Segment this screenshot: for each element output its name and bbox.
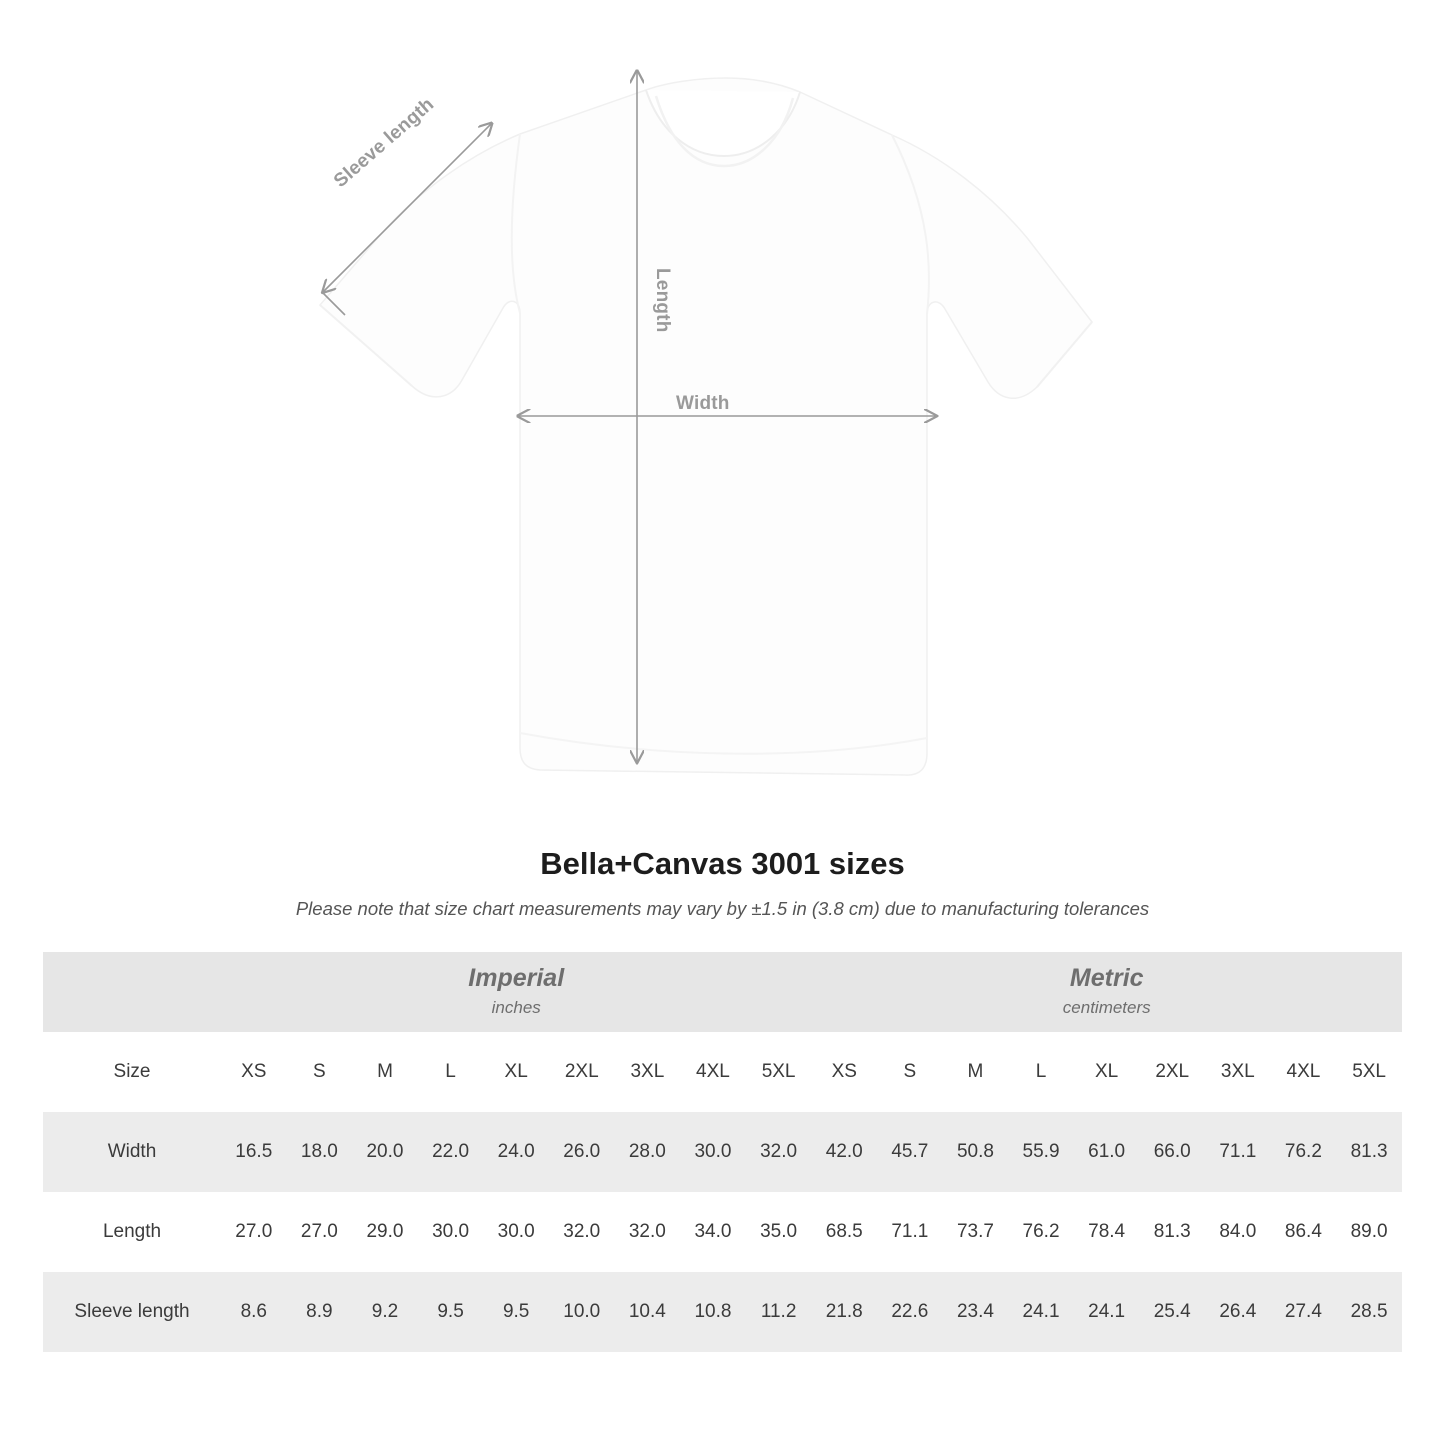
measurement-cell: 22.0 (418, 1112, 484, 1192)
measurement-cell: 21.8 (811, 1272, 877, 1352)
measurement-cell: 26.4 (1205, 1272, 1271, 1352)
page-title: Bella+Canvas 3001 sizes (540, 846, 905, 881)
size-table-wrapper (43, 952, 1402, 1352)
measurement-cell: 8.9 (287, 1272, 353, 1352)
row-label: Length (43, 1192, 221, 1272)
measurement-cell: 16.5 (221, 1112, 287, 1192)
length-label: Length (652, 268, 673, 333)
measurement-cell: 9.5 (483, 1272, 549, 1352)
measurement-cell: 76.2 (1271, 1112, 1337, 1192)
measurement-cell: 35.0 (746, 1192, 812, 1272)
measurement-cell: 55.9 (1008, 1112, 1074, 1192)
measurement-cell: 9.2 (352, 1272, 418, 1352)
table-row (43, 1112, 1402, 1192)
measurement-cell: 28.5 (1336, 1272, 1402, 1352)
tshirt-shape (320, 78, 1092, 775)
measurement-cell: 71.1 (877, 1192, 943, 1272)
size-column-header: 3XL (1205, 1032, 1271, 1112)
measurement-cell: 81.3 (1336, 1112, 1402, 1192)
tolerance-note: Please note that size chart measurements may vary by ±1.5 in (3.8 cm) due to manufacturing tolerances (295, 898, 1150, 919)
size-column-header: L (418, 1032, 484, 1112)
table-row (43, 1192, 1402, 1272)
measurement-cell: 27.0 (287, 1192, 353, 1272)
measurement-cell: 10.0 (549, 1272, 615, 1352)
row-label: Width (43, 1112, 221, 1192)
size-column-header: M (352, 1032, 418, 1112)
measurement-cell: 30.0 (483, 1192, 549, 1272)
size-column-header: XS (811, 1032, 877, 1112)
size-column-header: L (1008, 1032, 1074, 1112)
size-table (43, 952, 1402, 1352)
table-row (43, 1272, 1402, 1352)
measurement-cell: 25.4 (1139, 1272, 1205, 1352)
size-column-header: XS (221, 1032, 287, 1112)
size-column-header: 2XL (1139, 1032, 1205, 1112)
sleeve-length-label: Sleeve length (330, 93, 439, 192)
unit-group-subtitle: inches (491, 998, 541, 1018)
measurement-cell: 24.0 (483, 1112, 549, 1192)
measurement-cell: 18.0 (287, 1112, 353, 1192)
size-column-header: S (877, 1032, 943, 1112)
measurement-cell: 45.7 (877, 1112, 943, 1192)
measurement-cell: 9.5 (418, 1272, 484, 1352)
measurement-cell: 10.4 (615, 1272, 681, 1352)
measurement-cell: 24.1 (1008, 1272, 1074, 1352)
unit-group-name: Imperial (468, 963, 565, 992)
size-column-header: XL (1074, 1032, 1140, 1112)
unit-header-spacer (43, 952, 221, 1032)
size-column-header: 4XL (1271, 1032, 1337, 1112)
measurement-cell: 86.4 (1271, 1192, 1337, 1272)
measurement-cell: 73.7 (943, 1192, 1009, 1272)
unit-group-metric (811, 952, 1402, 1032)
measurement-cell: 76.2 (1008, 1192, 1074, 1272)
measurement-cell: 11.2 (746, 1272, 812, 1352)
measurement-cell: 34.0 (680, 1192, 746, 1272)
measurement-cell: 84.0 (1205, 1192, 1271, 1272)
measurement-cell: 20.0 (352, 1112, 418, 1192)
measurement-cell: 32.0 (549, 1192, 615, 1272)
measurement-cell: 26.0 (549, 1112, 615, 1192)
size-corner-label: Size (43, 1032, 221, 1112)
measurement-cell: 28.0 (615, 1112, 681, 1192)
measurement-cell: 61.0 (1074, 1112, 1140, 1192)
measurement-cell: 71.1 (1205, 1112, 1271, 1192)
size-header-row (43, 1032, 1402, 1112)
measurement-cell: 27.4 (1271, 1272, 1337, 1352)
size-column-header: 5XL (746, 1032, 812, 1112)
measurement-cell: 32.0 (746, 1112, 812, 1192)
measurement-cell: 89.0 (1336, 1192, 1402, 1272)
measurement-cell: 42.0 (811, 1112, 877, 1192)
measurement-cell: 78.4 (1074, 1192, 1140, 1272)
unit-group-imperial (221, 952, 811, 1032)
title-block (0, 846, 1445, 920)
width-label: Width (676, 393, 730, 414)
size-column-header: 3XL (615, 1032, 681, 1112)
size-column-header: S (287, 1032, 353, 1112)
unit-group-name: Metric (1069, 963, 1144, 992)
measurement-cell: 8.6 (221, 1272, 287, 1352)
measurement-cell: 50.8 (943, 1112, 1009, 1192)
measurement-cell: 22.6 (877, 1272, 943, 1352)
measurement-cell: 68.5 (811, 1192, 877, 1272)
size-column-header: M (943, 1032, 1009, 1112)
measurement-cell: 10.8 (680, 1272, 746, 1352)
measurement-cell: 66.0 (1139, 1112, 1205, 1192)
measurement-cell: 30.0 (418, 1192, 484, 1272)
measurement-cell: 27.0 (221, 1192, 287, 1272)
measurement-cell: 30.0 (680, 1112, 746, 1192)
measurement-cell: 32.0 (615, 1192, 681, 1272)
row-label: Sleeve length (43, 1272, 221, 1352)
size-column-header: 2XL (549, 1032, 615, 1112)
measurement-cell: 23.4 (943, 1272, 1009, 1352)
unit-header-row (43, 952, 1402, 1032)
unit-group-subtitle: centimeters (1062, 998, 1151, 1018)
measurement-cell: 29.0 (352, 1192, 418, 1272)
measurement-cell: 81.3 (1139, 1192, 1205, 1272)
measurement-cell: 24.1 (1074, 1272, 1140, 1352)
size-column-header: 4XL (680, 1032, 746, 1112)
size-column-header: 5XL (1336, 1032, 1402, 1112)
size-column-header: XL (483, 1032, 549, 1112)
